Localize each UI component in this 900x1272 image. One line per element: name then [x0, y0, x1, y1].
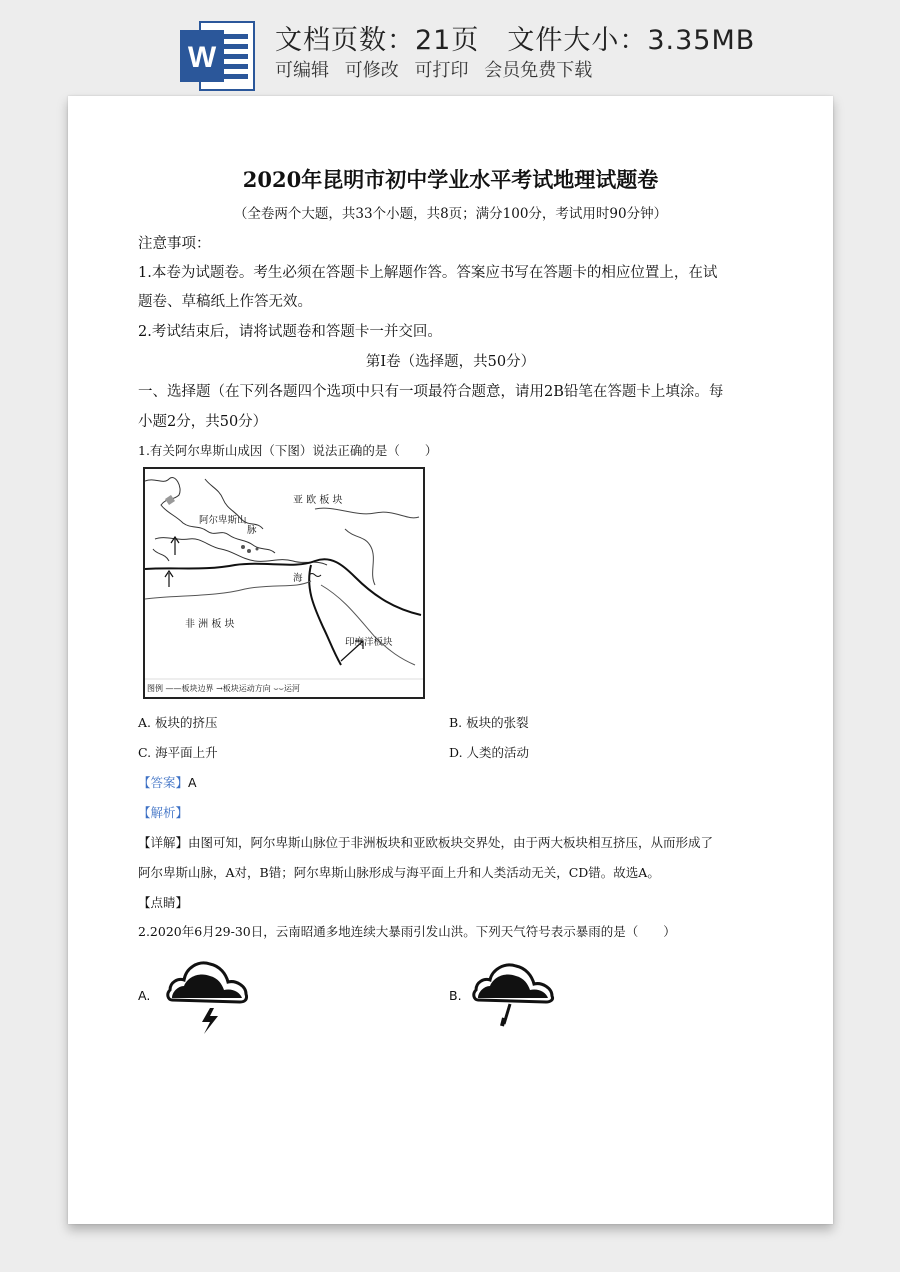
exam-title: 2020年昆明市初中学业水平考试地理试题卷: [242, 167, 659, 192]
download-banner: [0, 0, 900, 100]
q1-option-b: B. 板块的张裂: [449, 715, 529, 730]
q2-option-b-label: B.: [449, 988, 462, 1003]
q1-answer: [138, 773, 197, 791]
q1-analysis-tag: 【解析】: [138, 805, 189, 820]
feature-editable: 可编辑: [275, 60, 329, 81]
notice-item-2: 2.考试结束后，请将试题卷和答题卡一并交回。: [138, 324, 442, 340]
notice-heading: 注意事项：: [138, 236, 211, 252]
section-title: 第Ⅰ卷（选择题，共50分）: [365, 354, 536, 370]
detail-text-1: 由图可知，阿尔卑斯山脉位于非洲板块和亚欧板块交界处，由于两大板块相互挤压，从而形成了: [188, 835, 714, 850]
banner-file-info: [275, 18, 755, 57]
svg-text:亚 欧 板 块: 亚 欧 板 块: [293, 495, 343, 506]
q1-detail-cont: 阿尔卑斯山脉，A对，B错；阿尔卑斯山脉形成与海平面上升和人类活动无关，CD错。故选A。: [138, 865, 660, 880]
svg-text:图例 ——板块边界 →板块运动方向 ⌣⌣运河: 图例 ——板块边界 →板块运动方向 ⌣⌣运河: [147, 684, 300, 693]
question-1-stem: 1.有关阿尔卑斯山成因（下图）说法正确的是（ ）: [138, 443, 438, 458]
word-document-icon: [178, 16, 258, 96]
plate-map: [143, 467, 425, 699]
part1-instructions-cont: 小题2分，共50分）: [138, 414, 268, 430]
thunderstorm-cloud-icon: [166, 956, 252, 1036]
svg-text:W: W: [187, 41, 217, 74]
question-2-stem: 2.2020年6月29-30日，云南昭通多地连续大暴雨引发山洪。下列天气符号表示暴雨的是（ ）: [138, 924, 676, 939]
exam-subtitle: （全卷两个大题，共33个小题，共8页；满分100分，考试用时90分钟）: [233, 206, 668, 222]
feature-printable: 可打印: [414, 60, 469, 81]
file-size: 文件大小：3.35MB: [507, 25, 756, 56]
page-count: 文档页数：21页: [275, 25, 480, 56]
answer-value: A: [188, 775, 197, 790]
q1-option-a: A. 板块的挤压: [138, 715, 218, 730]
svg-text:阿尔卑斯山: 阿尔卑斯山: [199, 515, 247, 526]
answer-tag: 【答案】: [138, 775, 189, 790]
detail-tag: 【详解】: [138, 835, 189, 850]
q1-detail: [138, 833, 713, 851]
notice-item-1-cont: 题卷、草稿纸上作答无效。: [138, 294, 312, 310]
part1-instructions: 一、选择题（在下列各题四个选项中只有一项最符合题意，请用2B铅笔在答题卡上填涂。每: [138, 384, 724, 400]
feature-member-download: 会员免费下载: [484, 60, 593, 81]
q2-option-a-label: A.: [138, 988, 151, 1003]
document-page: [68, 96, 833, 1224]
q1-comment-tag: 【点睛】: [138, 895, 189, 910]
q1-option-d: D. 人类的活动: [449, 745, 530, 760]
rain-cloud-icon: [472, 960, 556, 1032]
q1-option-c: C. 海平面上升: [138, 745, 218, 760]
feature-modifiable: 可修改: [344, 60, 399, 81]
svg-text:海: 海: [293, 573, 303, 584]
svg-text:印度洋板块: 印度洋板块: [345, 637, 393, 648]
banner-features: [275, 56, 602, 82]
svg-text:非 洲 板 块: 非 洲 板 块: [185, 619, 235, 630]
plate-map-drawing: [145, 469, 423, 697]
notice-item-1: 1.本卷为试题卷。考生必须在答题卡上解题作答。答案应书写在答题卡的相应位置上，在试: [138, 265, 718, 281]
svg-text:脉: 脉: [247, 525, 257, 536]
